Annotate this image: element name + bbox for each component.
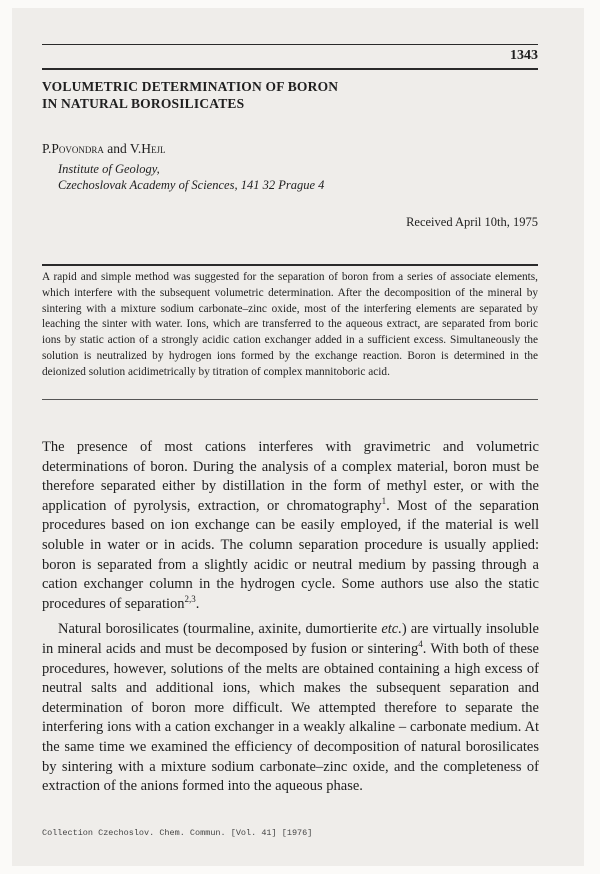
author-conjunction: and xyxy=(103,141,130,156)
reference-2-3: 2,3 xyxy=(184,593,196,604)
etc-abbreviation: etc. xyxy=(381,621,402,638)
header-rule-top xyxy=(42,44,538,45)
abstract-rule-bottom xyxy=(42,399,538,400)
para1-text-c: . xyxy=(195,595,200,612)
affiliation xyxy=(58,161,324,193)
body-paragraph-2 xyxy=(42,620,539,796)
reference-4: 4 xyxy=(418,639,423,650)
abstract: A rapid and simple method was suggested for the separation of boron from a series of associate elements, which interfere with the subsequent volumetric determination. After the decomposition of the mineral by sintering with a mixture sodium carbonate–zinc oxide, most of the interfering elements are separated by leaching the sinter with water. Ions, which are transferred to the aqueous extract, are separated from boric ions by static action of a strongly acidic cation exchanger added in a sufficient excess. Simultaneously the solution is neutralized by hydrogen ions formed by the exchange reaction. Boron is determined in the deionized solution acidimetrically by titration of complex mannitoboric acid. xyxy=(42,271,538,378)
article-title xyxy=(42,78,462,112)
abstract-rule-top xyxy=(42,264,538,266)
reference-1: 1 xyxy=(381,495,387,506)
article-body xyxy=(42,438,539,797)
para2-text-b: ) are virtually insoluble in mineral acids and must be decomposed by fusion or sintering xyxy=(42,621,539,657)
author-2-initial: V. xyxy=(129,141,142,156)
title-line-1: VOLUMETRIC DETERMINATION OF BORON xyxy=(42,79,339,94)
received-date: Received April 10th, 1975 xyxy=(406,215,538,229)
affiliation-line-2: Czechoslovak Academy of Sciences, 141 32 Prague 4 xyxy=(58,178,325,192)
author-2-surname: Hejl xyxy=(141,141,166,156)
author-list xyxy=(42,141,166,157)
para1-text-a: The presence of most cations interferes with gravimetric and volumetric determinations of boron. During the analysis of a complex material, boron must be therefore separated either by distillation in the form of methyl ester, or with the application of pyrolysis, extraction, or chromatography xyxy=(42,439,539,514)
journal-footer: Collection Czechoslov. Chem. Commun. [Vol. 41] [1976] xyxy=(42,828,313,838)
title-line-2: IN NATURAL BOROSILICATES xyxy=(42,96,245,111)
header-rule-bottom xyxy=(42,68,538,70)
affiliation-line-1: Institute of Geology, xyxy=(58,162,160,176)
body-paragraph-1 xyxy=(42,438,539,614)
author-1-surname: Povondra xyxy=(51,141,104,156)
page-number: 1343 xyxy=(510,48,538,63)
para2-text-c: . With both of these procedures, however, solutions of the melts are obtained containing a high excess of neutral salts and additional ions, which makes the subsequent separation and determination of boron more difficult. We attempted therefore to separate the interfering ions with a cation exchanger in a weakly alkaline – carbonate medium. At the same time we examined the efficiency of decomposition of natural borosilicates by sintering with a mixture sodium carbonate–zinc oxide, and the completeness of extraction of the anions formed into the aqueous phase. xyxy=(42,640,539,795)
para2-text-a: Natural borosilicates (tourmaline, axinite, dumortierite xyxy=(58,621,382,638)
journal-page xyxy=(12,8,584,866)
para1-text-b: . Most of the separation procedures based on ion exchange can be easily employed, if the material is well soluble in water or in acids. The column separation procedure is usually applied: boron is separated from a slightly acidic or neutral medium by passing through a cation exchanger column in the hydrogen cycle. Some authors use also the static procedures of separation xyxy=(42,497,539,612)
author-1-initial: P. xyxy=(42,141,52,156)
